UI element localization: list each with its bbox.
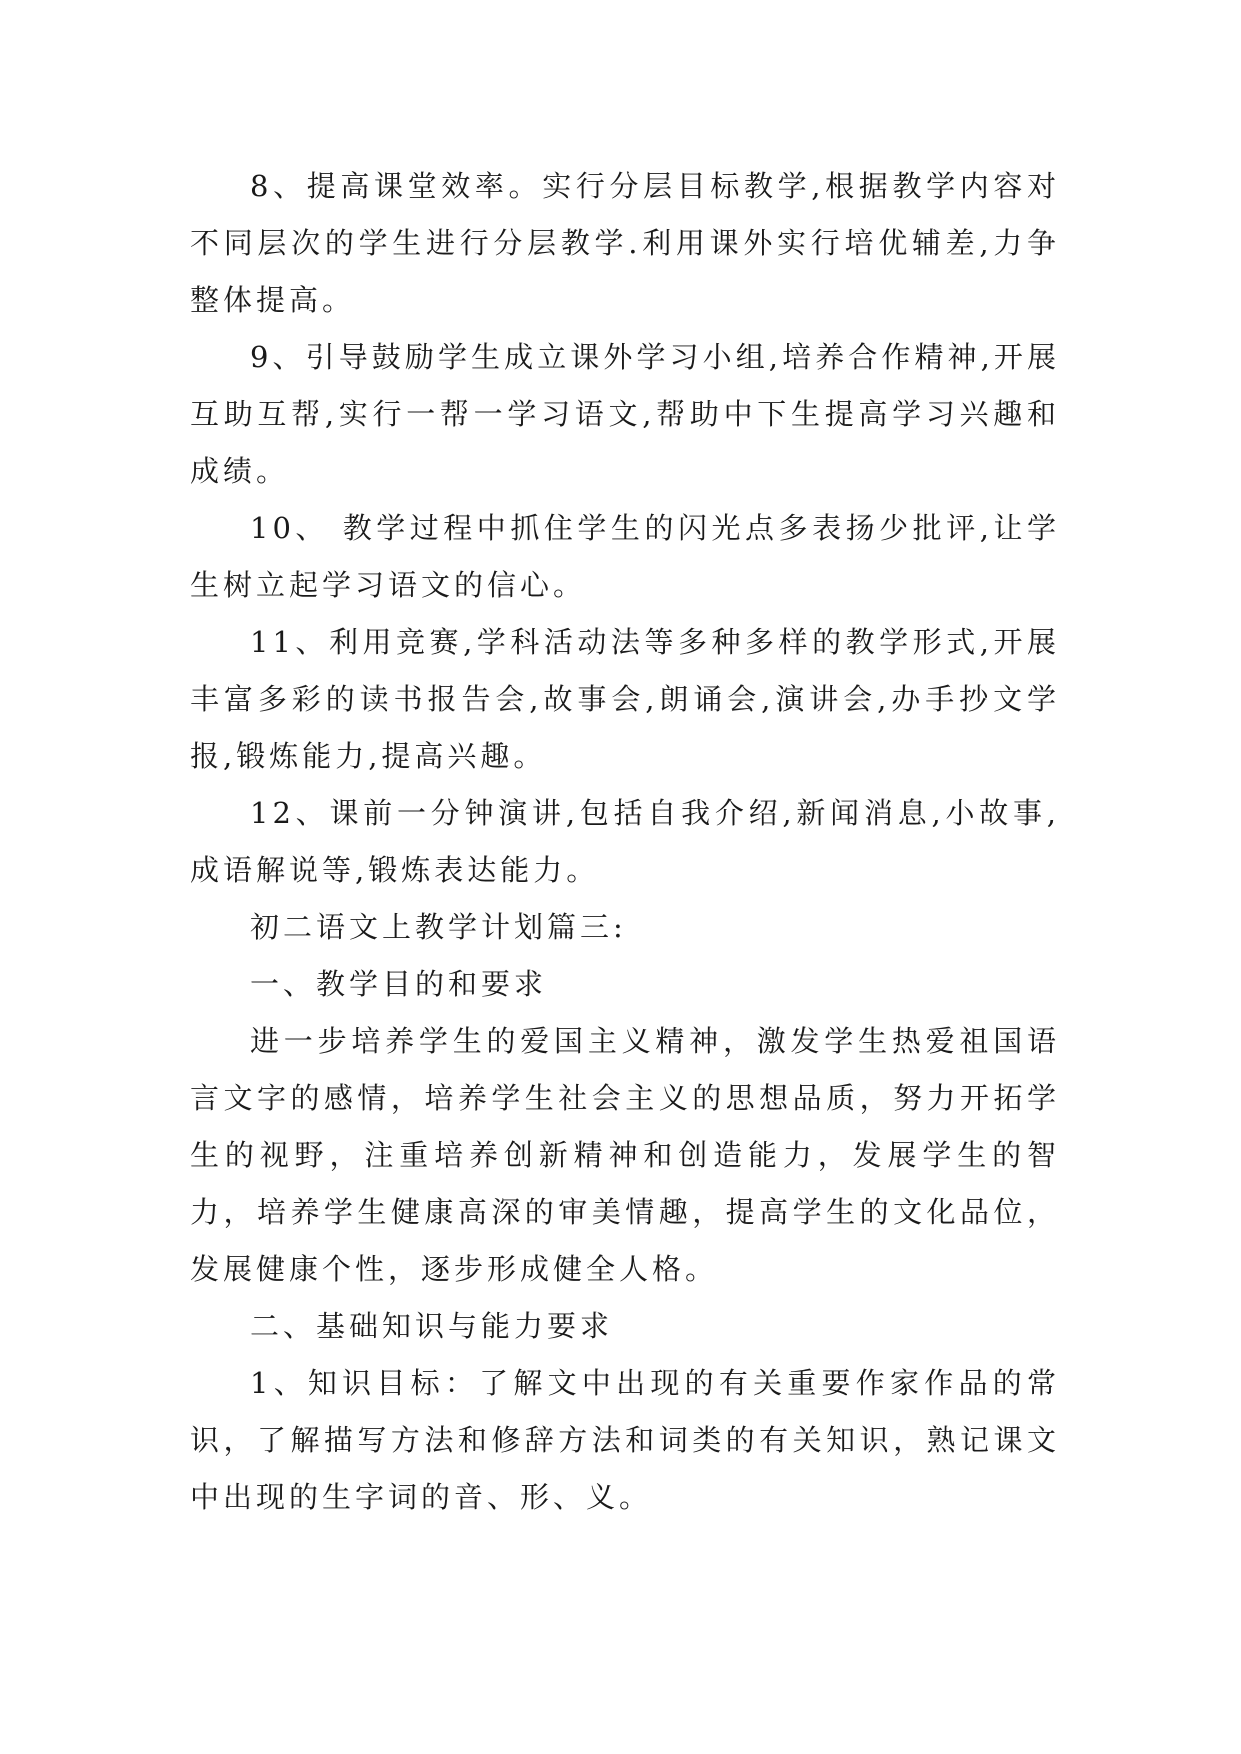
paragraph-item-11: 11、利用竞赛,学科活动法等多种多样的教学形式,开展丰富多彩的读书报告会,故事会,朗诵会,演讲会,办手抄文学报,锻炼能力,提高兴趣。 — [190, 625, 1060, 773]
paragraph-item-12: 12、课前一分钟演讲,包括自我介绍,新闻消息,小故事,成语解说等,锻炼表达能力。 — [190, 796, 1060, 887]
paragraph-item-8: 8、提高课堂效率。实行分层目标教学,根据教学内容对不同层次的学生进行分层教学.利用课外实行培优辅差,力争整体提高。 — [190, 169, 1060, 317]
paragraph-knowledge-goal: 1、知识目标：了解文中出现的有关重要作家作品的常识，了解描写方法和修辞方法和词类的有关知识，熟记课文中出现的生字词的音、形、义。 — [190, 1366, 1060, 1514]
section-heading-plan-3: 初二语文上教学计划篇三: — [250, 910, 627, 944]
paragraph-item-9: 9、引导鼓励学生成立课外学习小组,培养合作精神,开展互助互帮,实行一帮一学习语文,帮助中下生提高学习兴趣和成绩。 — [190, 340, 1060, 488]
paragraph-goals-body: 进一步培养学生的爱国主义精神，激发学生热爱祖国语言文字的感情，培养学生社会主义的思想品质，努力开拓学生的视野，注重培养创新精神和创造能力，发展学生的智力，培养学生健康高深的审美情趣，提高学生的文化品位，发展健康个性，逐步形成健全人格。 — [190, 1024, 1060, 1286]
document-body — [190, 158, 1060, 1526]
section-heading-goals: 一、教学目的和要求 — [250, 967, 548, 1001]
section-heading-basics: 二、基础知识与能力要求 — [250, 1309, 614, 1343]
paragraph-item-10: 10、 教学过程中抓住学生的闪光点多表扬少批评,让学生树立起学习语文的信心。 — [190, 511, 1060, 602]
